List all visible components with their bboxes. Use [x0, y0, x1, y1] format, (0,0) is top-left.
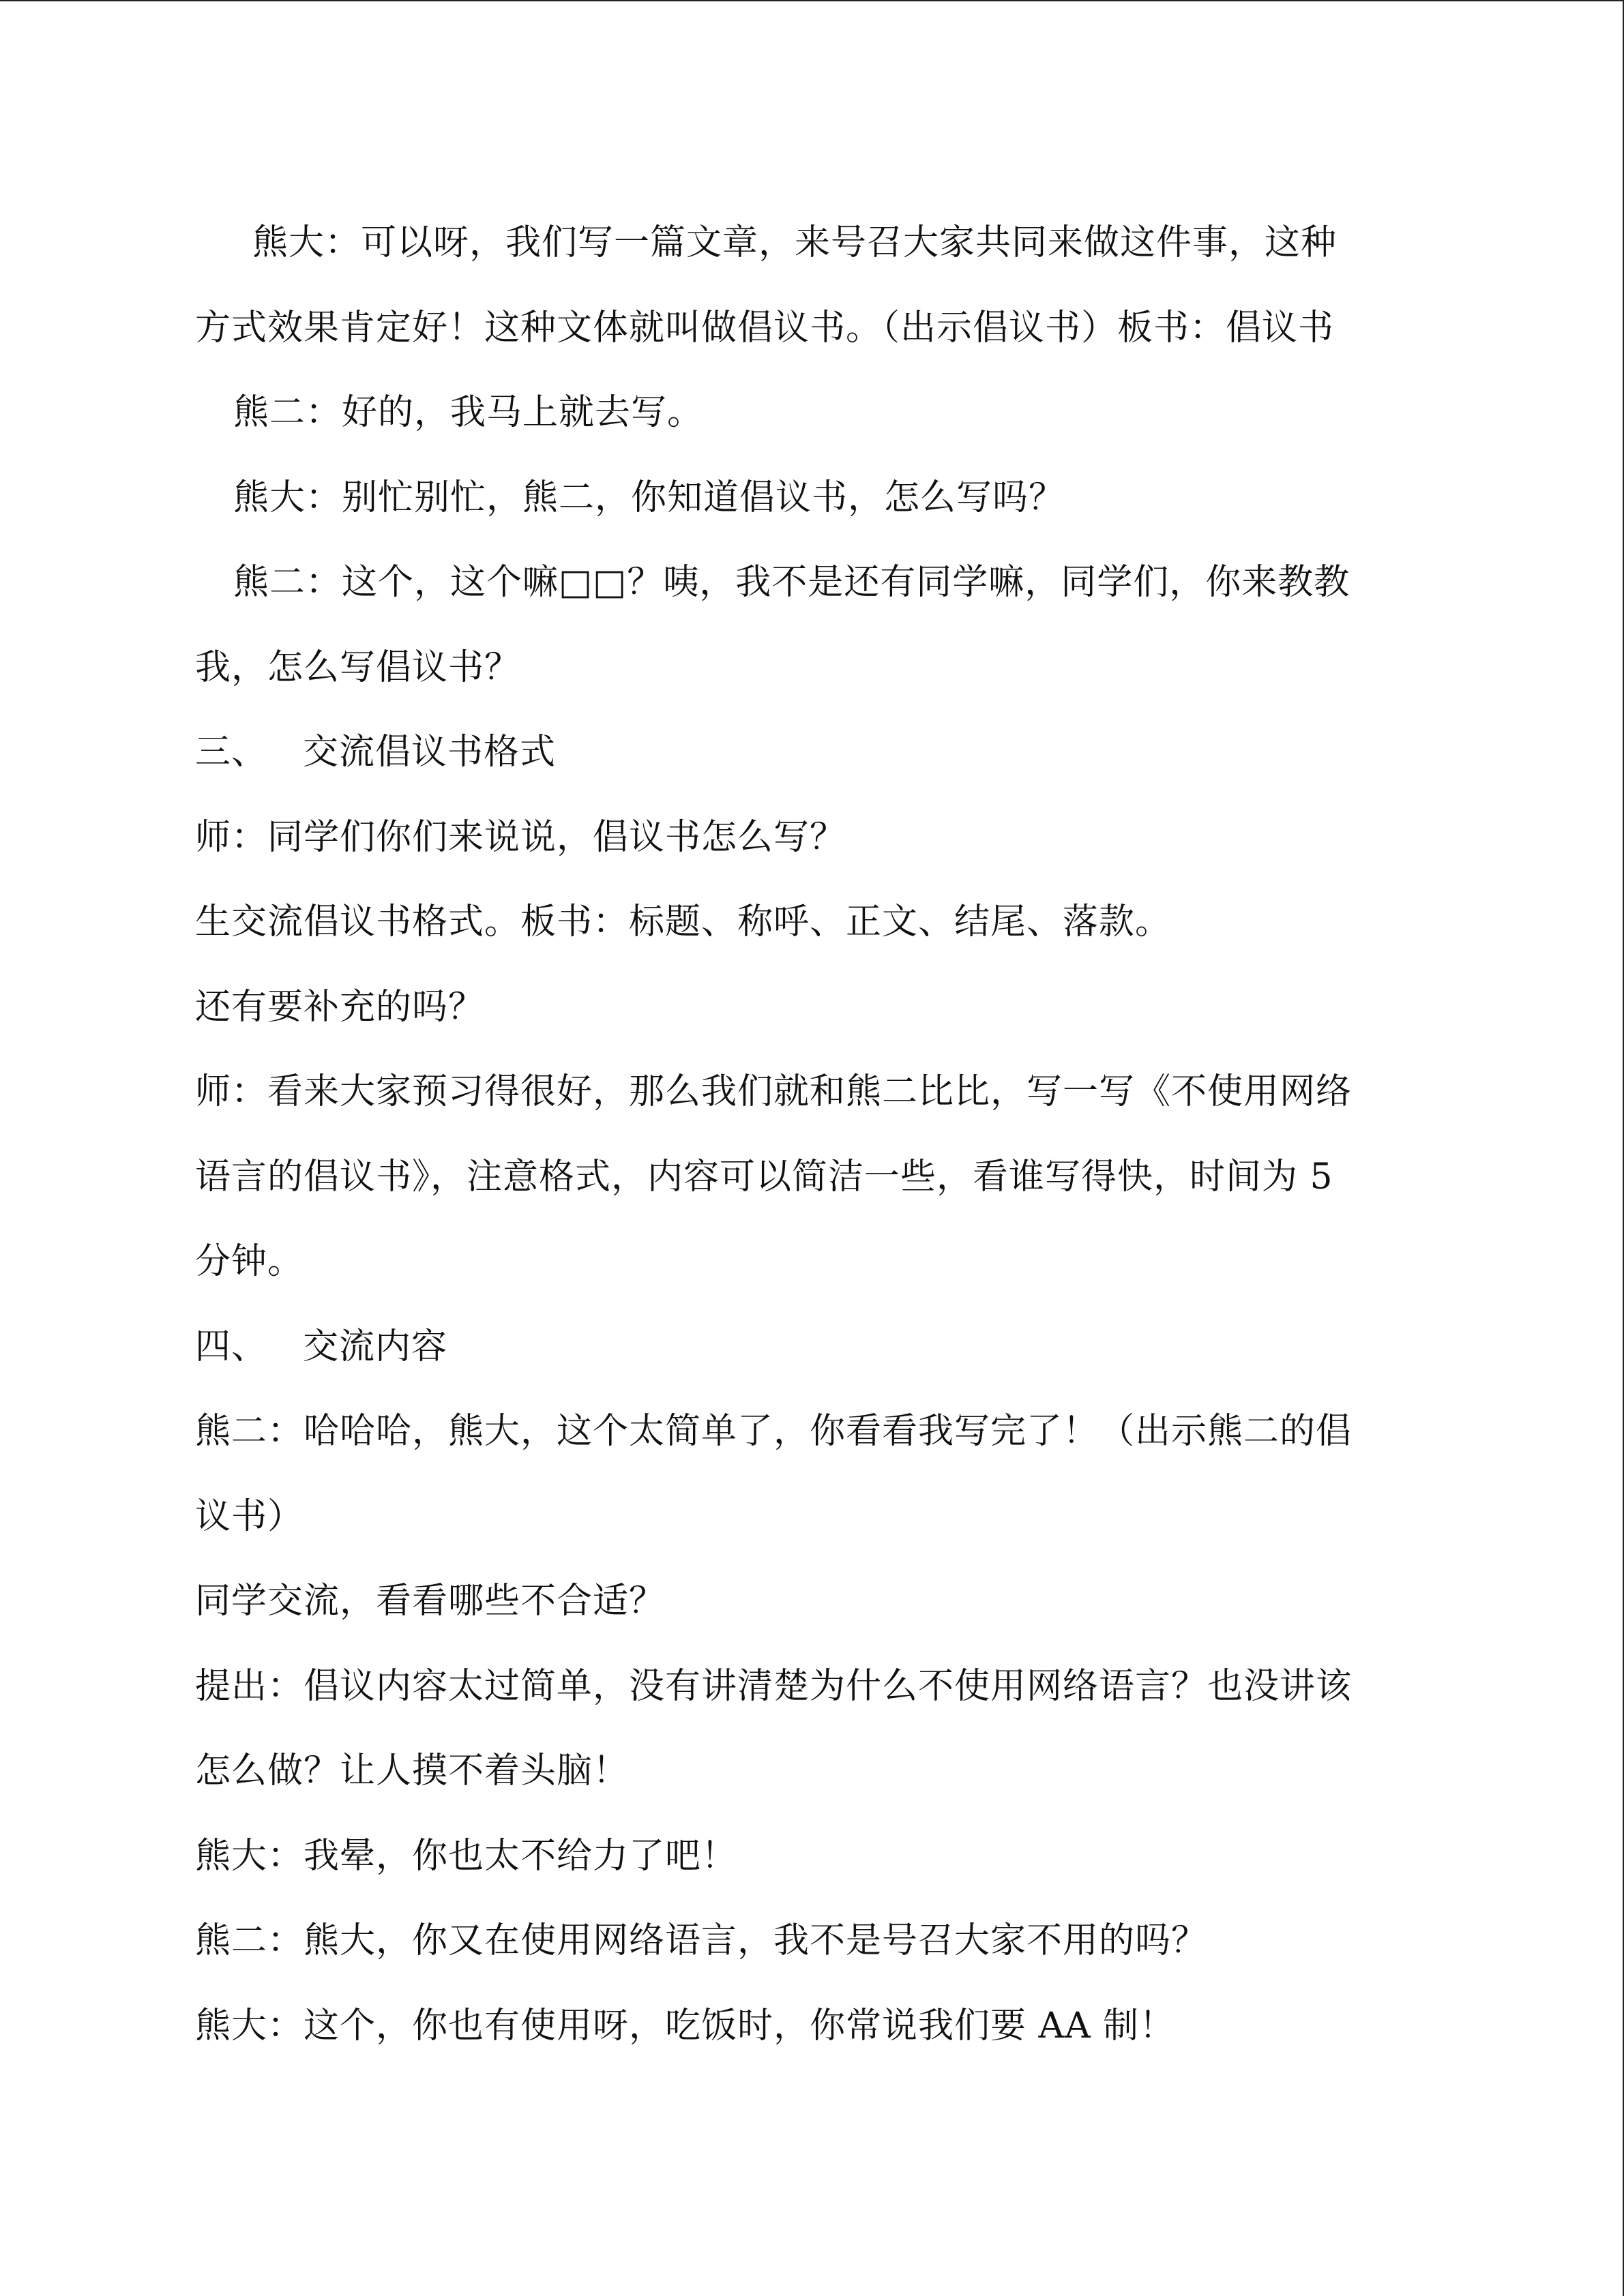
dialogue-line: 方式效果肯定好！这种文体就叫做倡议书。（出示倡议书）板书：倡议书 [195, 307, 1335, 348]
text-line: 怎么做？让人摸不着头脑！ [195, 1750, 630, 1791]
dialogue-line: 熊二：熊大，你又在使用网络语言，我不是号召大家不用的吗？ [195, 1920, 1208, 1961]
dialogue-line: 熊二：这个，这个嘛□□？咦，我不是还有同学嘛，同学们，你来教教 [233, 562, 1350, 603]
dialogue-line: 熊二：哈哈哈，熊大，这个太简单了，你看看我写完了！（出示熊二的倡 [195, 1411, 1353, 1452]
section-title: 交流倡议书格式 [303, 732, 557, 773]
dialogue-line: 熊大：这个，你也有使用呀，吃饭时，你常说我们要 AA 制！ [195, 2005, 1176, 2046]
section-heading [195, 710, 1423, 795]
text-line: 还有要补充的吗？ [195, 986, 485, 1028]
section-title: 交流内容 [303, 1326, 448, 1367]
dialogue-line: 语言的倡议书》，注意格式，内容可以简洁一些，看谁写得快，时间为 5 [195, 1156, 1333, 1197]
section-number: 三、 [195, 732, 268, 773]
text-line: 提出：倡议内容太过简单，没有讲清楚为什么不使用网络语言？也没讲该 [195, 1665, 1353, 1707]
section-number: 四、 [195, 1326, 268, 1367]
document-body [195, 200, 1423, 2068]
dialogue-line: 熊大：可以呀，我们写一篇文章，来号召大家共同来做这件事，这种 [252, 222, 1338, 263]
dialogue-line: 师：看来大家预习得很好，那么我们就和熊二比比，写一写《不使用网络 [195, 1071, 1353, 1112]
text-line: 生交流倡议书格式。板书：标题、称呼、正文、结尾、落款。 [195, 901, 1172, 942]
dialogue-line: 熊大：我晕，你也太不给力了吧！ [195, 1835, 738, 1877]
dialogue-line: 师：同学们你们来说说，倡议书怎么写？ [195, 816, 846, 858]
dialogue-line: 议书） [195, 1495, 304, 1537]
text-line: 同学交流，看看哪些不合适？ [195, 1581, 666, 1622]
dialogue-line: 熊大：别忙别忙，熊二，你知道倡议书，怎么写吗？ [233, 477, 1065, 518]
section-heading [195, 1304, 1423, 1390]
dialogue-line: 分钟。 [195, 1241, 304, 1282]
dialogue-line: 我，怎么写倡议书？ [195, 646, 521, 688]
dialogue-line: 熊二：好的，我马上就去写。 [233, 392, 704, 433]
